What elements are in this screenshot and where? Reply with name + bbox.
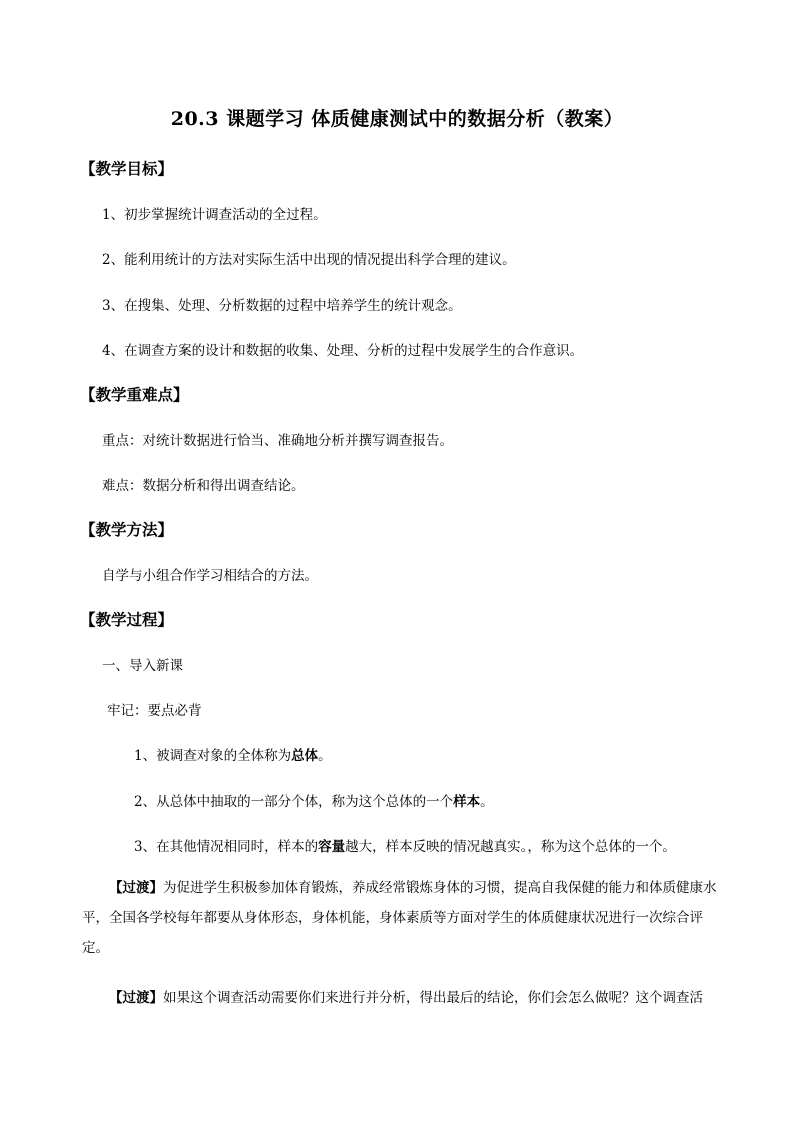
memo-item-2: 2、从总体中抽取的一部分个体，称为这个总体的一个样本。 [134,794,494,810]
goal-item-1: 1、初步掌握统计调查活动的全过程。 [102,207,327,223]
section-heading-goals: 【教学目标】 [80,159,174,178]
goal-item-3: 3、在搜集、处理、分析数据的过程中培养学生的统计观念。 [102,298,462,314]
section-heading-process: 【教学过程】 [80,610,174,629]
transition-paragraph-1: 【过渡】为促进学生积极参加体育锻炼，养成经常锻炼身体的习惯，提高自我保健的能力和体质健康水平，全国各学校每年都要从身体形态，身体机能，身体素质等方面对学生的体质健康状况进行一次综合评定。 [82,880,717,956]
memo-label: 牢记：要点必背 [107,703,202,719]
section-heading-method: 【教学方法】 [80,520,174,539]
memo-item-3: 3、在其他情况相同时，样本的容量越大，样本反映的情况越真实。，称为这个总体的一个。 [134,839,676,855]
goal-item-2: 2、能利用统计的方法对实际生活中出现的情况提出科学合理的建议。 [102,252,516,268]
page-title: 20.3 课题学习 体质健康测试中的数据分析（教案） [170,108,624,130]
process-step-1: 一、导入新课 [102,658,183,674]
goal-item-4: 4、在调查方案的设计和数据的收集、处理、分析的过程中发展学生的合作意识。 [102,343,584,359]
section-heading-key-points: 【教学重难点】 [80,385,189,404]
key-point-difficulty: 难点：数据分析和得出调查结论。 [102,478,305,494]
method-text: 自学与小组合作学习相结合的方法。 [102,568,318,584]
term-sample: 样本 [453,794,481,810]
term-population: 总体 [291,748,319,764]
memo-item-1: 1、被调查对象的全体称为总体。 [134,748,332,764]
key-point-focus: 重点：对统计数据进行恰当、准确地分析并撰写调查报告。 [102,433,453,449]
transition-label: 【过渡】 [109,990,163,1006]
transition-paragraph-2: 【过渡】如果这个调查活动需要你们来进行并分析，得出最后的结论，你们会怎么做呢？这个调查活 [109,990,703,1006]
term-capacity: 容量 [318,839,346,855]
transition-label: 【过渡】 [109,880,163,896]
